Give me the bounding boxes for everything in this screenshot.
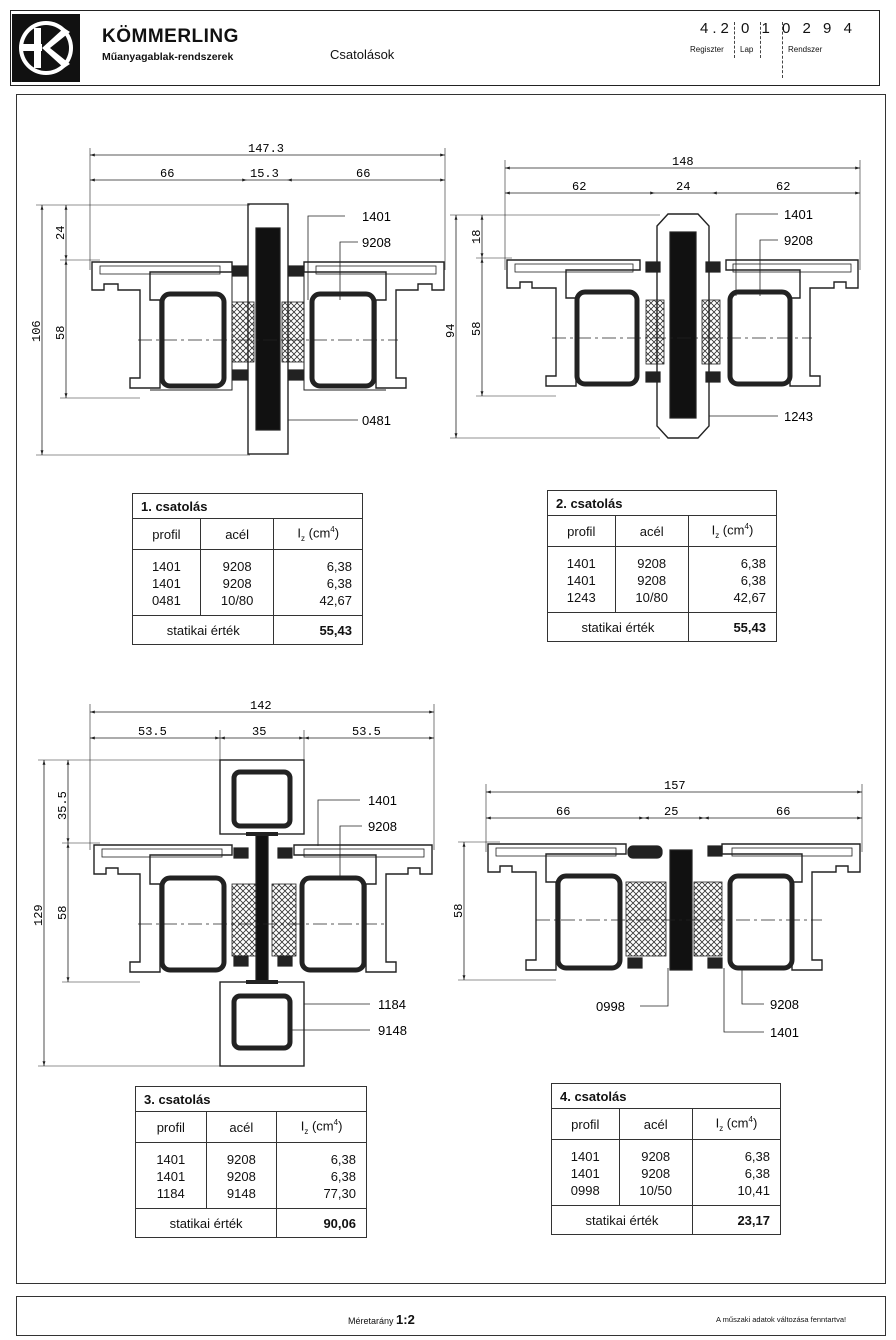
t4-acel-3: 10/50 [619, 1182, 692, 1206]
d1-dim-total: 147.3 [248, 142, 285, 156]
d1-dim-right: 66 [356, 167, 371, 181]
t4-footer-label: statikai érték [552, 1206, 693, 1235]
d4-dim-mid: 25 [664, 805, 679, 819]
d3-dim-right: 53.5 [352, 725, 381, 739]
coupling-3-drawing [38, 704, 434, 1066]
brand-subtitle: Műanyagablak-rendszerek [102, 51, 234, 63]
d2-part-1243: 1243 [784, 409, 813, 424]
t2-header-iz: $I_z$ $(cm^4)$ [688, 516, 776, 547]
t1-profil-1: 1401 [133, 550, 201, 576]
d3-part-1184: 1184 [378, 997, 406, 1012]
t1-profil-3: 0481 [133, 592, 201, 616]
d2-dim-left: 62 [572, 180, 587, 194]
coupling-2-drawing [450, 160, 860, 438]
coupling-2-table [547, 490, 777, 642]
t4-iz-1: 6,38 [744, 1149, 770, 1164]
d1-dim-top: 24 [54, 225, 68, 240]
d3-dim-height: 129 [32, 904, 46, 926]
t2-title: 2. csatolás [548, 491, 777, 516]
t3-iz-3: 77,30 [323, 1186, 356, 1201]
d3-part-9208: 9208 [368, 819, 397, 834]
scale-label: Méretarány [348, 1316, 394, 1326]
t2-profil-2: 1401 [548, 572, 616, 589]
t2-footer-label: statikai érték [548, 613, 689, 642]
t3-total: 90,06 [277, 1209, 367, 1238]
d1-part-1401: 1401 [362, 209, 391, 224]
t1-footer-label: statikai érték [133, 616, 274, 645]
d2-part-9208: 9208 [784, 233, 813, 248]
t2-acel-1: 9208 [615, 547, 688, 573]
d1-part-0481: 0481 [362, 413, 391, 428]
d3-part-1401: 1401 [368, 793, 397, 808]
t1-iz-3: 42,67 [319, 593, 352, 608]
t1-acel-1: 9208 [200, 550, 274, 576]
t3-header-iz: $I_z$ $(cm^4)$ [277, 1112, 367, 1143]
t2-iz-3: 42,67 [733, 590, 766, 605]
t1-total: 55,43 [274, 616, 363, 645]
t3-iz-2: 6,38 [330, 1169, 356, 1184]
d1-dim-frame: 58 [54, 325, 68, 340]
rendszer-label: Rendszer [788, 45, 823, 54]
t2-acel-2: 9208 [615, 572, 688, 589]
d4-dim-total: 157 [664, 779, 686, 793]
regiszter-label: Regiszter [690, 45, 724, 54]
d4-dim-height: 58 [452, 903, 466, 918]
t4-iz-2: 6,38 [744, 1166, 770, 1181]
brand-name: KÖMMERLING [102, 26, 239, 47]
d1-dim-height: 106 [30, 320, 44, 342]
d4-part-1401: 1401 [770, 1025, 799, 1040]
t1-title: 1. csatolás [133, 494, 363, 519]
d3-dim-left: 53.5 [138, 725, 167, 739]
t3-header-acel: acél [206, 1112, 277, 1143]
t4-acel-1: 9208 [619, 1140, 692, 1166]
t4-header-acel: acél [619, 1109, 692, 1140]
t3-footer-label: statikai érték [136, 1209, 277, 1238]
coupling-1-drawing [36, 148, 445, 455]
t4-header-iz: $I_z$ $(cm^4)$ [692, 1109, 780, 1140]
t3-acel-2: 9208 [206, 1168, 277, 1185]
t2-iz-1: 6,38 [740, 556, 766, 571]
d1-dim-left: 66 [160, 167, 175, 181]
d2-dim-top: 18 [470, 229, 484, 244]
d3-dim-mid: 35 [252, 725, 267, 739]
scale-value: 1:2 [396, 1312, 415, 1327]
d3-dim-top: 35.5 [56, 791, 70, 820]
d3-part-9148: 9148 [378, 1023, 407, 1038]
d2-dim-right: 62 [776, 180, 791, 194]
coupling-3-table [135, 1086, 367, 1238]
d4-dim-left: 66 [556, 805, 571, 819]
t4-profil-3: 0998 [552, 1182, 620, 1206]
d4-part-9208: 9208 [770, 997, 799, 1012]
t4-total: 23,17 [692, 1206, 780, 1235]
document-title: Csatolások [330, 47, 395, 62]
t1-iz-1: 6,38 [326, 559, 352, 574]
t1-header-acel: acél [200, 519, 274, 550]
d4-part-0998: 0998 [596, 999, 625, 1014]
d3-dim-frame: 58 [56, 905, 70, 920]
t3-iz-1: 6,38 [330, 1152, 356, 1167]
t3-profil-1: 1401 [136, 1143, 207, 1169]
t2-acel-3: 10/80 [615, 589, 688, 613]
d2-dim-frame: 58 [470, 321, 484, 336]
t1-acel-2: 9208 [200, 575, 274, 592]
t2-profil-1: 1401 [548, 547, 616, 573]
lap-label: Lap [740, 45, 754, 54]
register-numbers: 4.2 0 1 0 2 9 4 [700, 20, 856, 37]
t3-acel-3: 9148 [206, 1185, 277, 1209]
d2-dim-height: 94 [444, 323, 458, 338]
t4-acel-2: 9208 [619, 1165, 692, 1182]
t3-acel-1: 9208 [206, 1143, 277, 1169]
d3-dim-total: 142 [250, 699, 272, 713]
t4-iz-3: 10,41 [737, 1183, 770, 1198]
t1-header-profil: profil [133, 519, 201, 550]
d2-dim-total: 148 [672, 155, 694, 169]
coupling-1-table [132, 493, 363, 645]
t2-total: 55,43 [688, 613, 776, 642]
t1-header-iz: $I_z$ $(cm^4)$ [274, 519, 363, 550]
t2-iz-2: 6,38 [740, 573, 766, 588]
t4-title: 4. csatolás [552, 1084, 781, 1109]
t1-acel-3: 10/80 [200, 592, 274, 616]
t3-profil-3: 1184 [136, 1185, 207, 1209]
d4-dim-right: 66 [776, 805, 791, 819]
t4-profil-2: 1401 [552, 1165, 620, 1182]
d1-part-9208: 9208 [362, 235, 391, 250]
coupling-4-table [551, 1083, 781, 1235]
t2-header-profil: profil [548, 516, 616, 547]
t3-profil-2: 1401 [136, 1168, 207, 1185]
t1-profil-2: 1401 [133, 575, 201, 592]
d1-dim-mid: 15.3 [250, 167, 279, 181]
coupling-4-drawing [458, 784, 862, 1032]
technical-note: A műszaki adatok változása fenntartva! [716, 1315, 847, 1324]
d2-part-1401: 1401 [784, 207, 813, 222]
t3-title: 3. csatolás [136, 1087, 367, 1112]
scale-info [348, 1312, 415, 1327]
t3-header-profil: profil [136, 1112, 207, 1143]
t4-profil-1: 1401 [552, 1140, 620, 1166]
t2-profil-3: 1243 [548, 589, 616, 613]
t1-iz-2: 6,38 [326, 576, 352, 591]
t4-header-profil: profil [552, 1109, 620, 1140]
t2-header-acel: acél [615, 516, 688, 547]
d2-dim-mid: 24 [676, 180, 691, 194]
